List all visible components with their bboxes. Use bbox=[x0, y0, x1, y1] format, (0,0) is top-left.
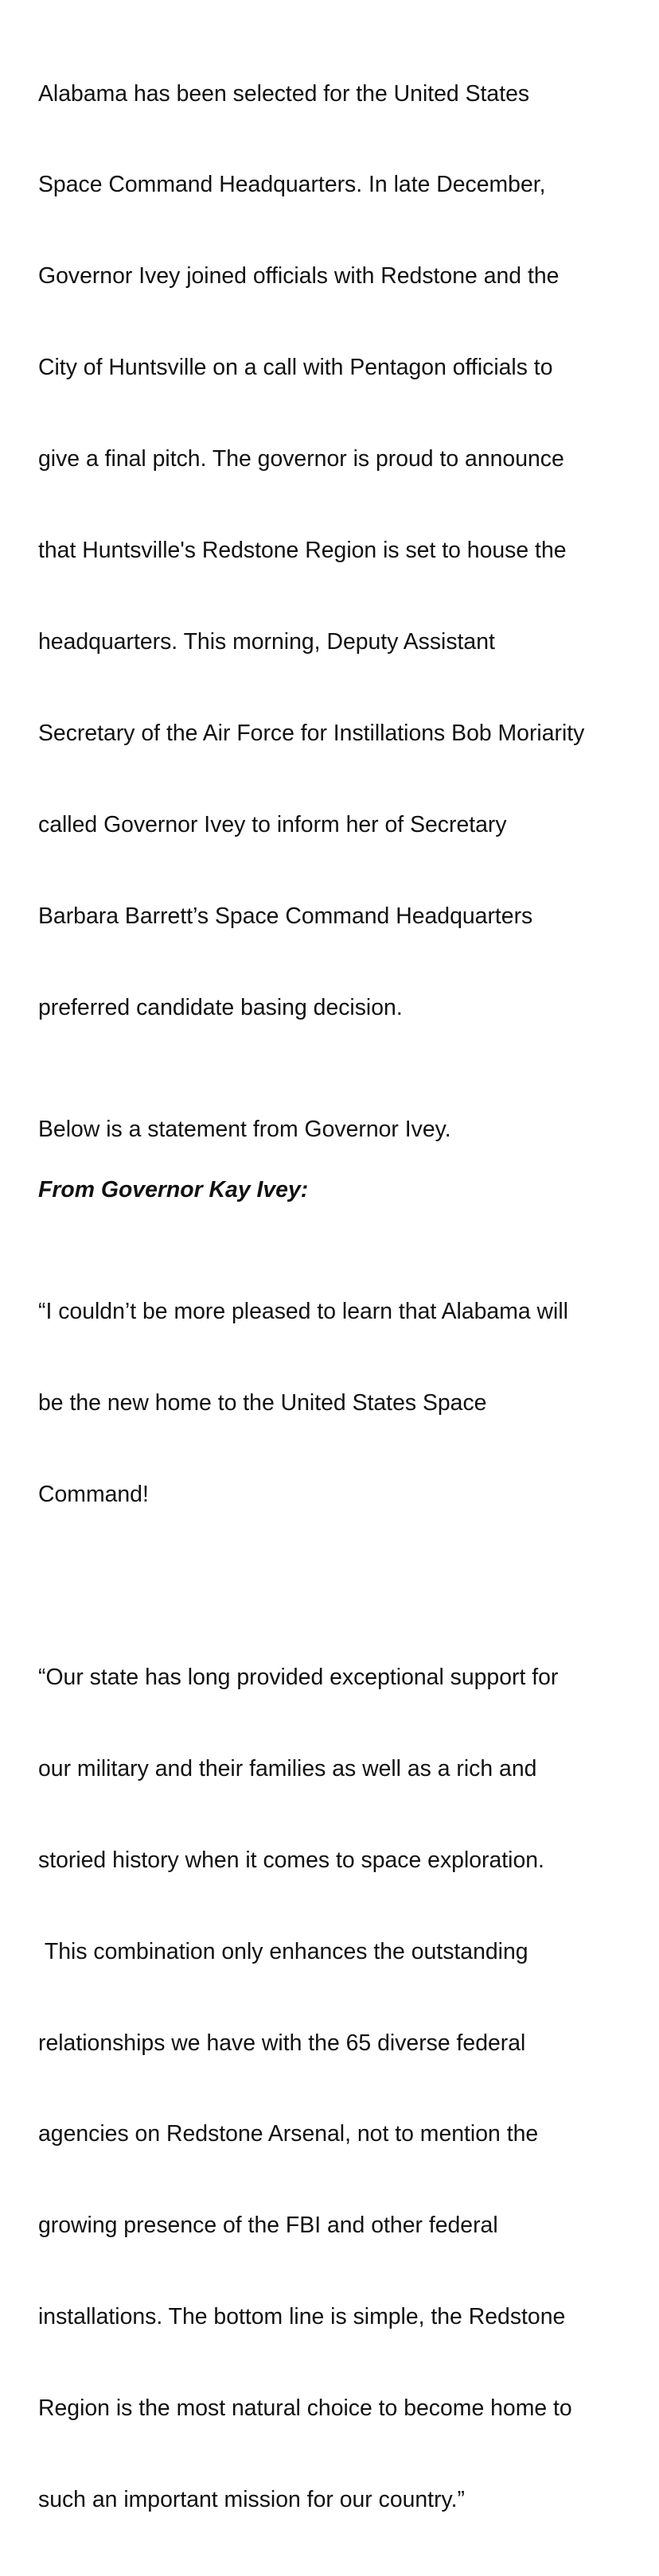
document-body bbox=[38, 17, 627, 2576]
text-line: Command! bbox=[38, 1482, 149, 1508]
text-line: Alabama has been selected for the United States bbox=[38, 80, 530, 107]
text-line: This combination only enhances the outstanding bbox=[38, 1938, 528, 1964]
text-line: agencies on Redstone Arsenal, not to mention the bbox=[38, 2121, 539, 2147]
text-line: such an important mission for our country.” bbox=[38, 2487, 465, 2513]
quote-paragraph-1 bbox=[38, 1236, 627, 1571]
text-line: relationships we have with the 65 diverse federal bbox=[38, 2030, 526, 2056]
text-line: our military and their families as well as a rich and bbox=[38, 1755, 537, 1781]
text-line: headquarters. This morning, Deputy Assistant bbox=[38, 628, 495, 655]
text-line: Secretary of the Air Force for Instillations Bob Moriarity bbox=[38, 720, 585, 746]
text-line: called Governor Ivey to inform her of Secretary bbox=[38, 811, 507, 837]
text-line: growing presence of the FBI and other federal bbox=[38, 2213, 498, 2239]
text-line: be the new home to the United States Space bbox=[38, 1390, 487, 1416]
text-line: “Our state has long provided exceptional support for bbox=[38, 1665, 559, 1691]
text-line: storied history when it comes to space exploration. bbox=[38, 1847, 544, 1873]
text-line: installations. The bottom line is simple, the Redstone bbox=[38, 2304, 566, 2330]
text-line: give a final pitch. The governor is proud to announce bbox=[38, 446, 564, 472]
quote-paragraph-2 bbox=[38, 1601, 627, 2576]
text-line: that Huntsville's Redstone Region is set to house the bbox=[38, 538, 567, 564]
text-line: Governor Ivey joined officials with Redstone and the bbox=[38, 263, 560, 289]
statement-intro: Below is a statement from Governor Ivey. bbox=[38, 1116, 451, 1142]
text-line: City of Huntsville on a call with Pentagon officials to bbox=[38, 355, 553, 381]
text-line: Region is the most natural choice to become home to bbox=[38, 2395, 572, 2422]
text-line: Barbara Barrett’s Space Command Headquarters bbox=[38, 903, 533, 929]
intro-paragraph bbox=[38, 17, 627, 1083]
text-line: “I couldn’t be more pleased to learn that Alabama will bbox=[38, 1299, 568, 1325]
text-line: preferred candidate basing decision. bbox=[38, 994, 403, 1020]
text-line: Space Command Headquarters. In late December, bbox=[38, 172, 546, 198]
statement-heading: From Governor Kay Ivey: bbox=[38, 1177, 309, 1203]
